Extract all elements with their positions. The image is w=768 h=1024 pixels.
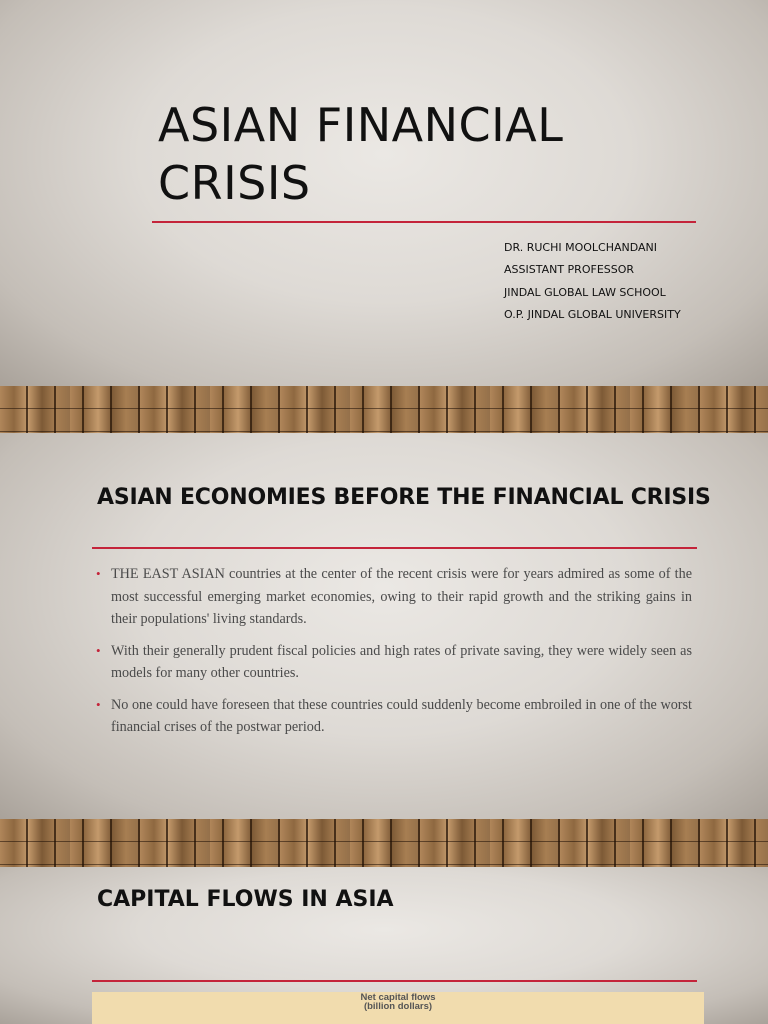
wood-floor-divider [0,386,768,433]
content-slide-capital-flows [0,867,768,1024]
author-block [504,237,734,326]
bullet-icon: • [96,566,101,581]
capital-flows-table [92,992,704,1024]
table-title-text: Net capital flows [360,992,436,1003]
list-item [96,640,692,685]
list-item [96,563,692,631]
author-university: O.P. JINDAL GLOBAL UNIVERSITY [504,307,681,321]
table-subtitle-text: (billion dollars) [363,1001,433,1012]
bullet-text: THE EAST ASIAN countries at the center of the recent crisis were for years admired as some of the most successful emerging market economies, owing to their rapid growth and the striking gains in their populations' living standards. [111,566,692,627]
title-slide [0,0,768,386]
presentation-title [158,96,718,212]
heading-divider [92,980,697,982]
title-divider [152,221,696,223]
bullet-text: No one could have foreseen that these countries could suddenly become embroiled in one of the worst financial crises of the postwar period. [111,696,692,735]
list-item [96,694,692,739]
bullet-text: With their generally prudent fiscal policies and high rates of private saving, they were widely seen as models for many other countries. [111,642,692,681]
slide-heading: CAPITAL FLOWS IN ASIA [97,887,394,912]
author-name: DR. RUCHI MOOLCHANDANI [504,241,658,254]
author-school: JINDAL GLOBAL LAW SCHOOL [504,285,666,299]
content-slide-asian-economies [0,433,768,819]
bullet-icon: • [96,696,101,712]
bullet-icon: • [96,642,101,658]
heading-divider [92,547,697,549]
title-line-1: ASIAN FINANCIAL [158,98,564,152]
table-title [92,993,704,1011]
slide-heading: ASIAN ECONOMIES BEFORE THE FINANCIAL CRISIS [97,485,711,510]
wood-floor-divider [0,819,768,867]
title-line-2: CRISIS [158,156,311,210]
author-position: ASSISTANT PROFESSOR [504,263,635,277]
bullet-list [96,563,692,748]
